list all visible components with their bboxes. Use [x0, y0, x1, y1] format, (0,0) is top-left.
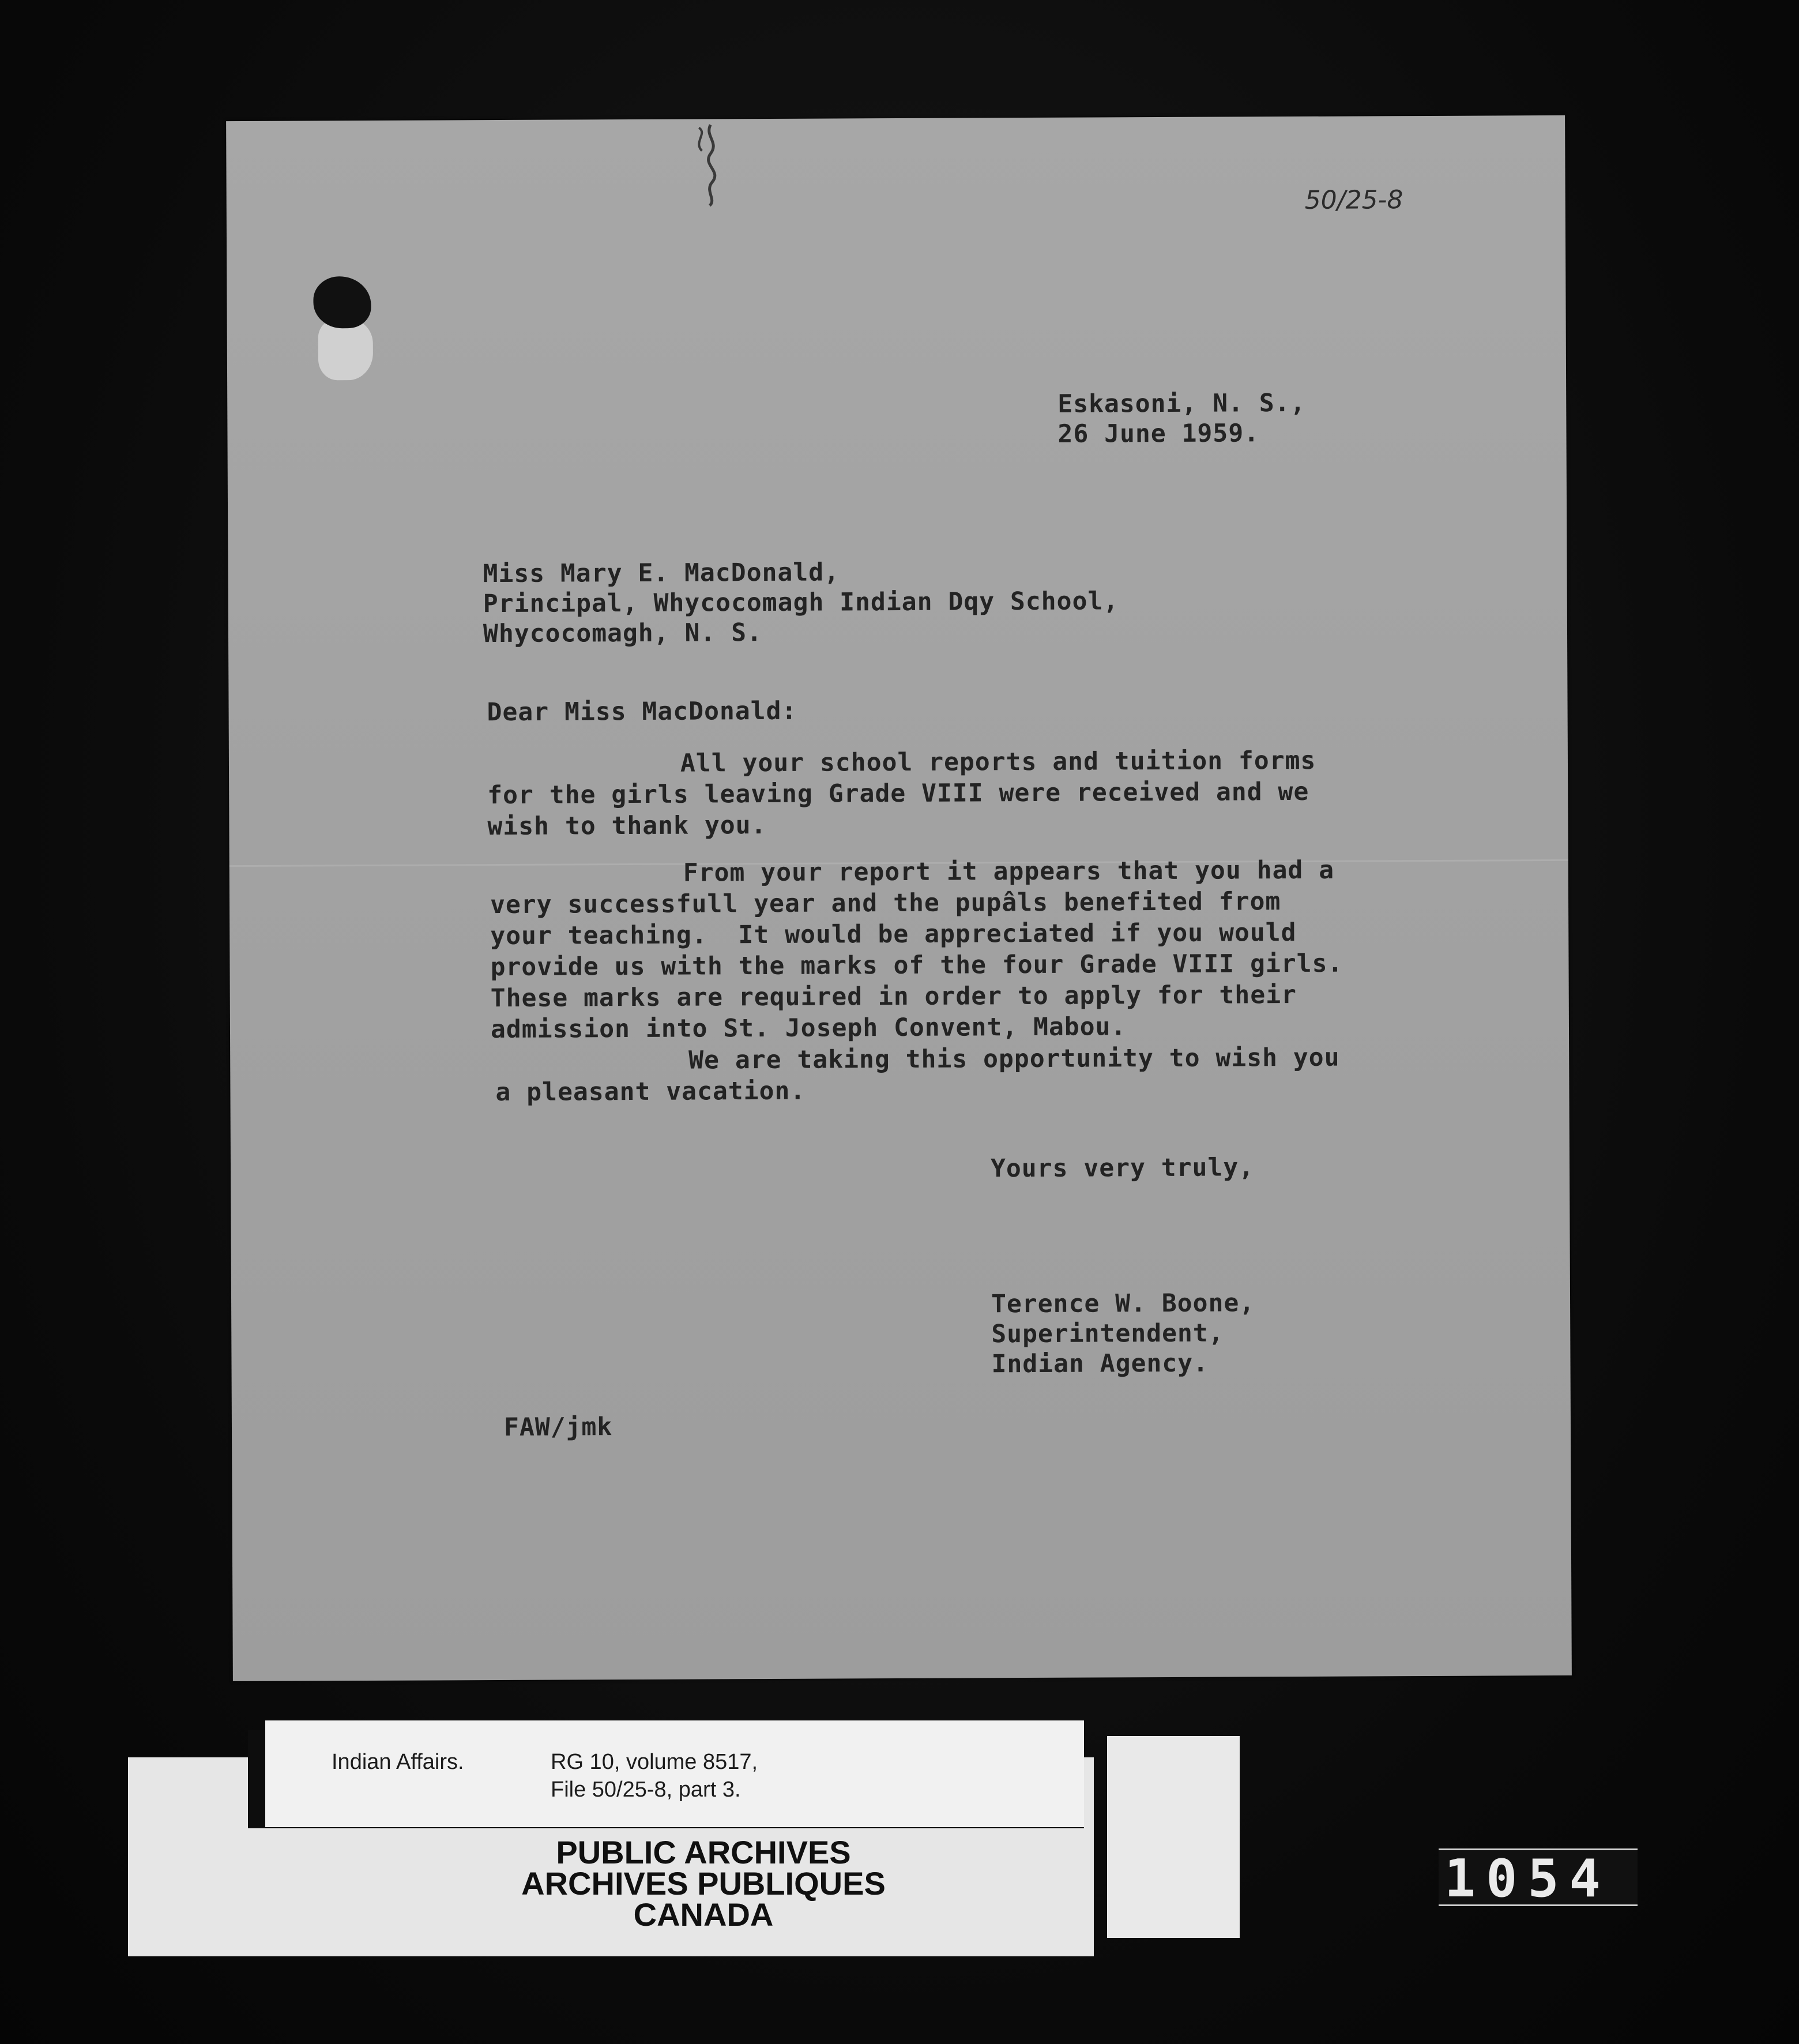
paragraph-3 [495, 1042, 1340, 1108]
paragraph-line: for the girls leaving Grade VIII were received and we [487, 777, 1309, 810]
file-reference-handwritten: 50/25-8 [1304, 185, 1403, 215]
paragraph-line: provide us with the marks of the four Grade VIII girls. [490, 949, 1343, 982]
recipient-address: Whycocomagh, N. S. [483, 618, 763, 649]
paragraph-line: a pleasant vacation. [495, 1076, 806, 1107]
archives-line-french: ARCHIVES PUBLIQUES [521, 1865, 886, 1902]
paragraph-line: admission into St. Joseph Convent, Mabou. [490, 1012, 1127, 1044]
torn-paper-patch [318, 320, 373, 380]
closing: Yours very truly, [990, 1153, 1255, 1183]
archives-line-english: PUBLIC ARCHIVES [556, 1834, 851, 1870]
staple-mark-icon [687, 119, 734, 211]
archive-collection: Indian Affairs. [332, 1750, 464, 1774]
signatory-name: Terence W. Boone, [991, 1288, 1255, 1319]
paragraph-1 [487, 745, 1316, 842]
paragraph-line: These marks are required in order to apply for their [490, 980, 1297, 1013]
frame-counter: 1054 [1439, 1848, 1638, 1906]
archive-reference-file: File 50/25-8, part 3. [551, 1778, 741, 1802]
paragraph-line: From your report it appears that you had a [683, 855, 1335, 888]
archive-label-tab [1107, 1736, 1240, 1938]
signatory-title: Superintendent, [991, 1318, 1224, 1349]
recipient-title: Principal, Whycocomagh Indian Dqy School, [483, 587, 1119, 619]
paragraph-2 [490, 855, 1343, 1045]
typist-initials: FAW/jmk [503, 1412, 613, 1442]
paragraph-line: All your school reports and tuition forms [680, 746, 1316, 778]
letter-place: Eskasoni, N. S., [1057, 388, 1306, 419]
archive-reference-volume: RG 10, volume 8517, [551, 1750, 758, 1774]
recipient-name: Miss Mary E. MacDonald, [483, 558, 840, 589]
signatory-office: Indian Agency. [991, 1348, 1209, 1379]
letter-date: 26 June 1959. [1057, 419, 1260, 449]
letter-page [226, 115, 1572, 1681]
archives-line-country: CANADA [633, 1896, 774, 1933]
paragraph-line: We are taking this opportunity to wish you [688, 1043, 1340, 1075]
salutation: Dear Miss MacDonald: [487, 696, 797, 727]
archives-stamp [438, 1834, 969, 1933]
punched-hole [313, 276, 371, 328]
paragraph-line: very successfull year and the pupâls benefited from [490, 887, 1281, 920]
paragraph-line: wish to thank you. [487, 811, 767, 841]
paragraph-line: your teaching. It would be appreciated if you would [490, 918, 1297, 951]
